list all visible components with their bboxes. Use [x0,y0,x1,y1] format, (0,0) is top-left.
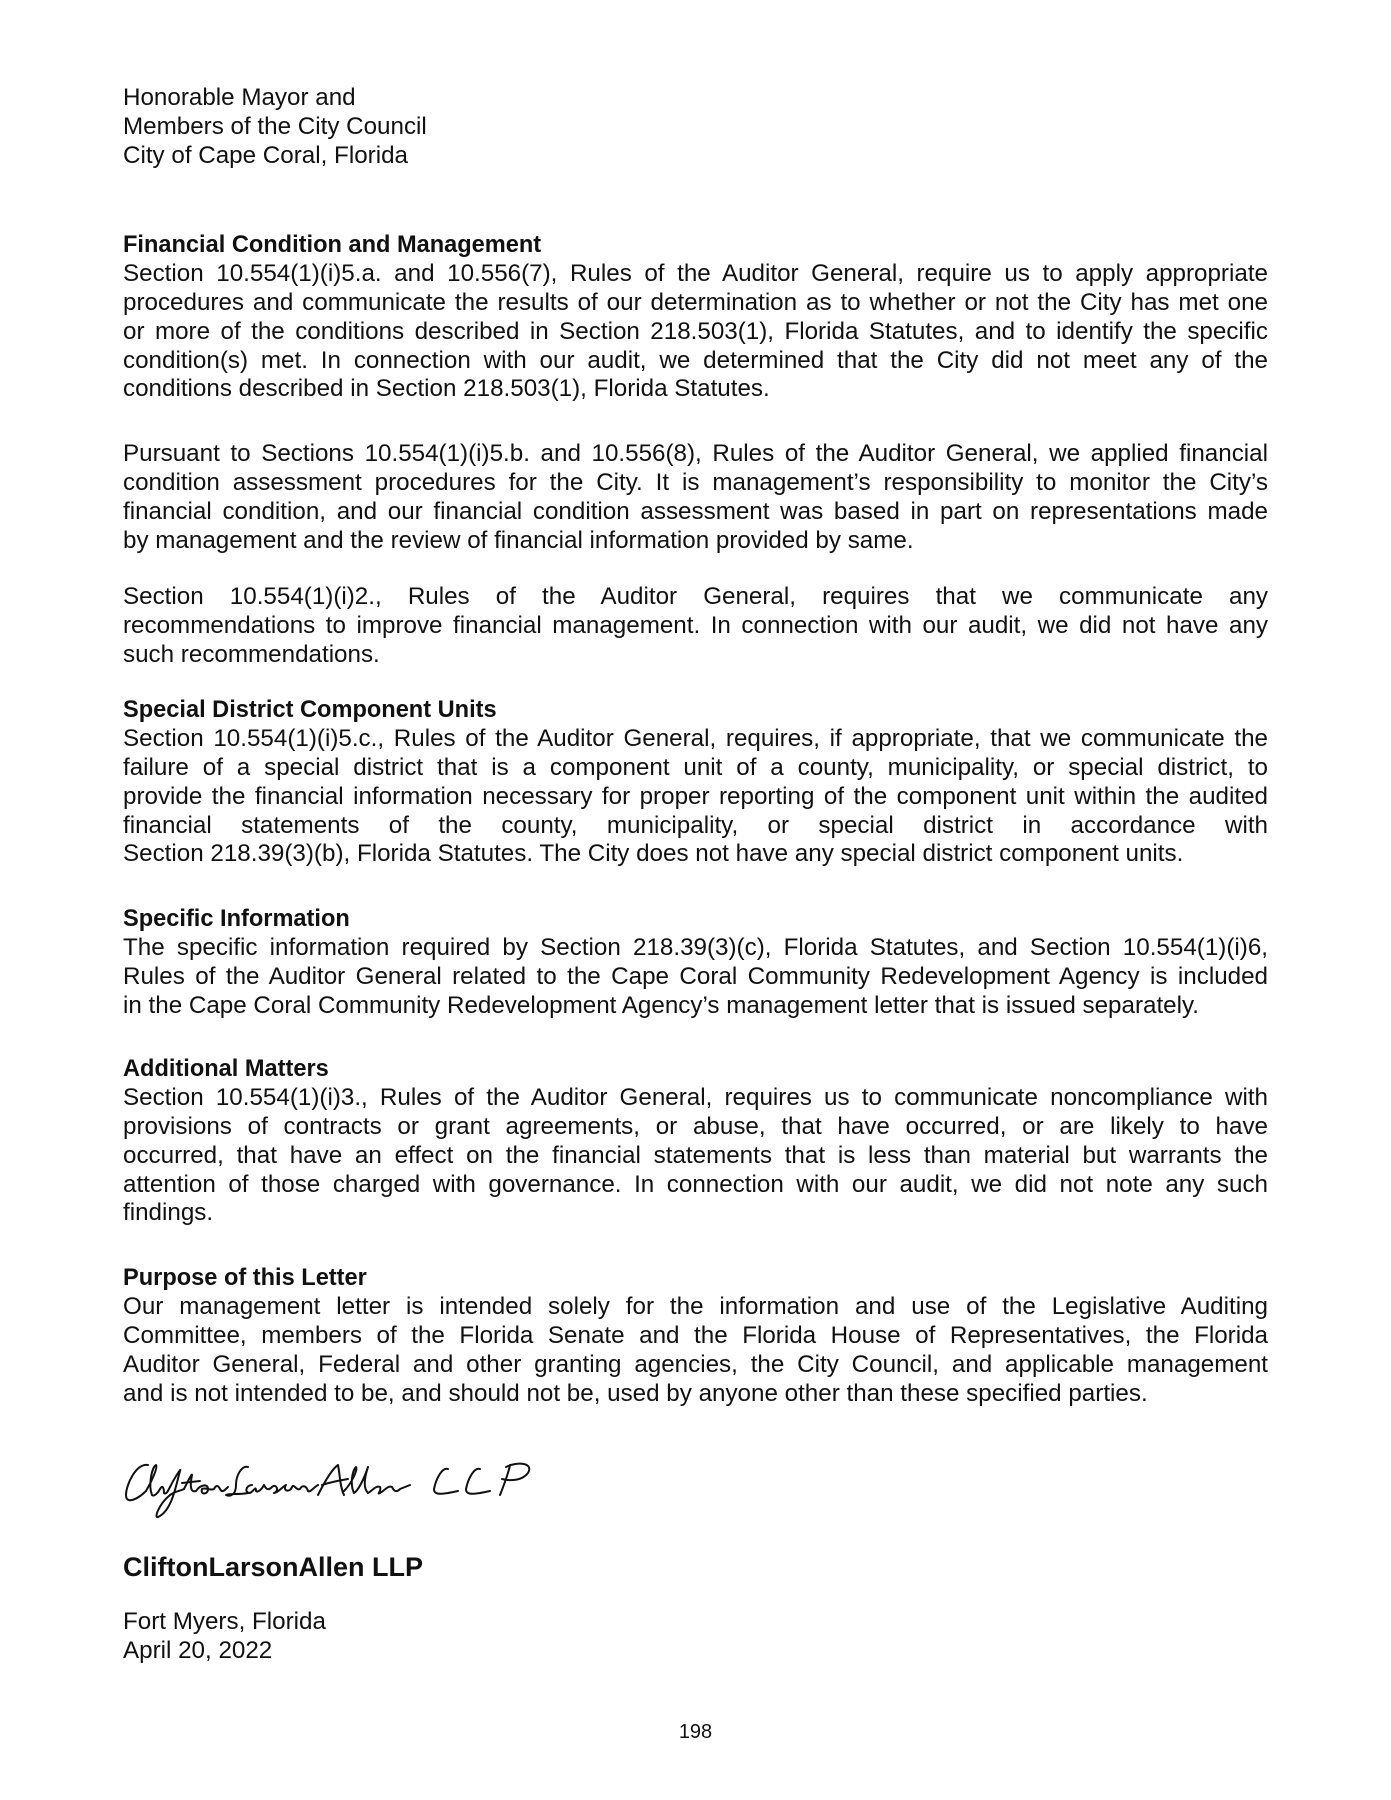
text-line: Section 10.554(1)(i)2., Rules of the Auditor General, requires that we communicate any [123,583,1268,610]
firm-name: CliftonLarsonAllen LLP [123,1552,423,1582]
text-line: Section 10.554(1)(i)5.c., Rules of the Auditor General, requires, if appropriate, that we communicate the [123,724,1268,752]
paragraph [123,1293,1268,1409]
date-text: April 20, 2022 [123,1636,273,1664]
section-heading: Additional Matters [123,1056,329,1082]
paragraph [123,440,1268,556]
text-line: by management and the review of financial information provided by same. [123,526,914,554]
text-line: condition assessment procedures for the City. It is management’s responsibility to monitor the City’s [123,468,1268,496]
text-line: Section 10.554(1)(i)5.a. and 10.556(7), Rules of the Auditor General, require us to apply appropriate [123,259,1268,287]
paragraph [123,260,1268,404]
text-line: findings. [123,1199,214,1227]
text-line: conditions described in Section 218.503(1), Florida Statutes. [123,375,770,403]
text-line: occurred, that have an effect on the financial statements that is less than material but warrants the [123,1141,1268,1169]
section-heading: Specific Information [123,906,350,932]
text-line: Rules of the Auditor General related to the Cape Coral Community Redevelopment Agency is included [123,962,1268,990]
recipient-address [123,83,1268,171]
signature-place-date [123,1608,1268,1666]
text-line: Section 218.39(3)(b), Florida Statutes. The City does not have any special district component units. [123,840,1184,868]
text-line: financial statements of the county, municipality, or special district in accordance with [123,811,1268,839]
text-line: condition(s) met. In connection with our audit, we determined that the City did not meet any of the [123,346,1268,374]
section-heading: Purpose of this Letter [123,1265,367,1291]
handwritten-signature [118,1455,598,1535]
section-heading: Financial Condition and Management [123,232,542,258]
text-line: Our management letter is intended solely for the information and use of the Legislative Auditing [123,1292,1268,1320]
location-text: Fort Myers, Florida [123,1608,326,1635]
text-line: Committee, members of the Florida Senate and the Florida House of Representatives, the Florida [123,1321,1268,1349]
text-line: Auditor General, Federal and other granting agencies, the City Council, and applicable management [123,1350,1268,1378]
text-line: failure of a special district that is a component unit of a county, municipality, or special district, to [123,753,1268,781]
address-line: City of Cape Coral, Florida [123,142,408,170]
paragraph [123,1084,1268,1228]
section-financial-condition [123,231,1268,404]
section-purpose [123,1264,1268,1408]
section-special-district [123,696,1268,869]
section-heading: Special District Component Units [123,697,497,723]
text-line: in the Cape Coral Community Redevelopment Agency’s management letter that is issued separately. [123,991,1200,1019]
text-line: or more of the conditions described in Section 218.503(1), Florida Statutes, and to identify the specific [123,317,1268,345]
signature-block [123,1551,1268,1583]
text-line: financial condition, and our financial condition assessment was based in part on representations made [123,497,1268,525]
text-line: provisions of contracts or grant agreements, or abuse, that have occurred, or are likely to have [123,1112,1268,1140]
address-line: Members of the City Council [123,113,427,141]
text-line: provide the financial information necessary for proper reporting of the component unit within the audited [123,782,1268,810]
text-line: recommendations to improve financial management. In connection with our audit, we did not have any [123,611,1268,639]
address-line: Honorable Mayor and [123,84,356,111]
section-additional-matters [123,1055,1268,1228]
paragraph [123,725,1268,869]
text-line: Section 10.554(1)(i)3., Rules of the Auditor General, requires us to communicate noncompliance with [123,1083,1268,1111]
section-specific-information [123,905,1268,1021]
text-line: procedures and communicate the results of our determination as to whether or not the City has met one [123,288,1268,316]
page-number: 198 [678,1721,713,1743]
text-line: Pursuant to Sections 10.554(1)(i)5.b. and 10.556(8), Rules of the Auditor General, we applied financial [123,440,1268,467]
paragraph [123,934,1268,1021]
text-line: such recommendations. [123,640,380,668]
text-line: and is not intended to be, and should not be, used by anyone other than these specified parties. [123,1379,1148,1407]
text-line: The specific information required by Section 218.39(3)(c), Florida Statutes, and Section 10.554(1)(i)6, [123,933,1268,961]
paragraph [123,583,1268,670]
text-line: attention of those charged with governance. In connection with our audit, we did not note any such [123,1170,1268,1198]
